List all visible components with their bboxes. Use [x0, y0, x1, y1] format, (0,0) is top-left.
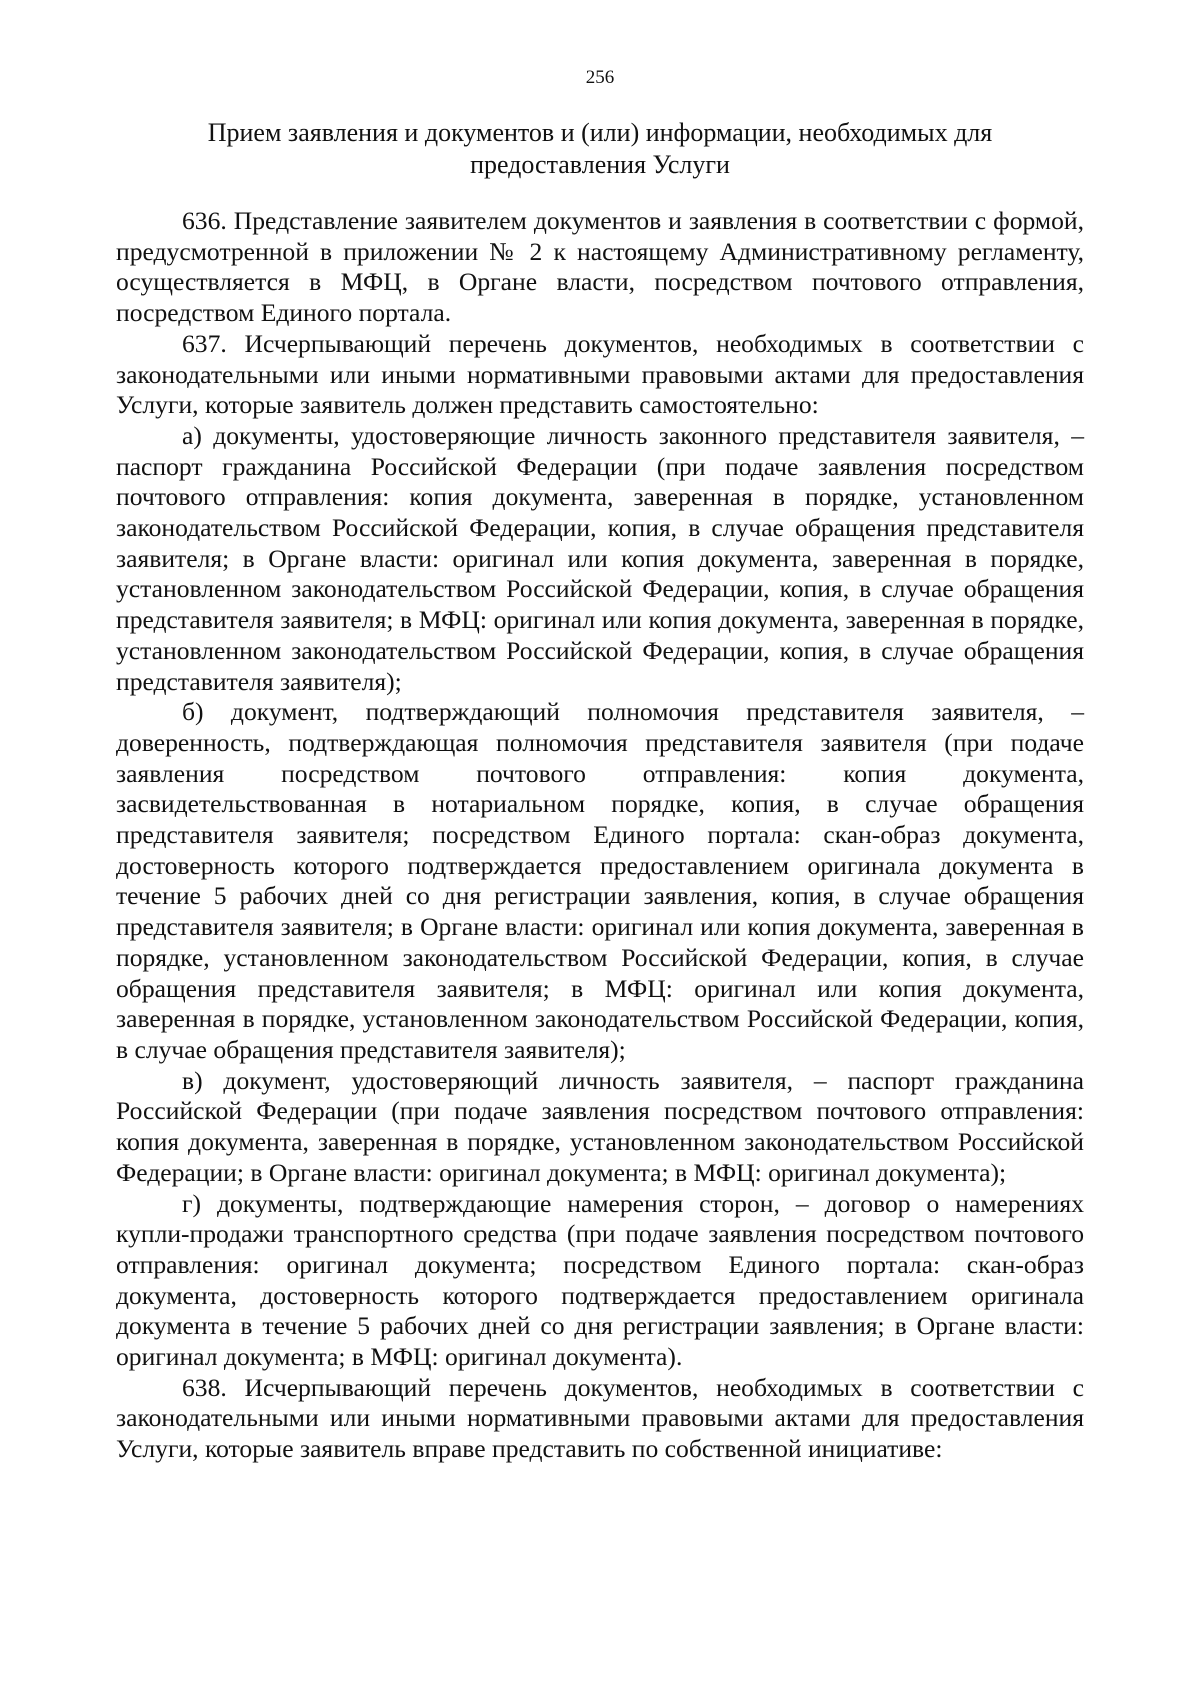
list-item-v: в) документ, удостоверяющий личность заявителя, – паспорт гражданина Российской Федерации (при подаче заявления посредством почтового отправления: копия документа, заверенная в порядке, установленном законодательством Российской Федерации; в Органе власти: оригинал документа; в МФЦ: оригинал документа);: [116, 1065, 1084, 1187]
document-body: [116, 206, 1084, 1465]
list-item-g: г) документы, подтверждающие намерения сторон, – договор о намерениях купли-продажи транспортного средства (при подаче заявления посредством почтового отправления: оригинал документа; посредством Единого портала: скан-образ документа, достоверность которого подтверждается предоставлением оригинала документа в течение 5 рабочих дней со дня регистрации заявления; в Органе власти: оригинал документа; в МФЦ: оригинал документа).: [116, 1188, 1084, 1372]
paragraph-636: 636. Представление заявителем документов и заявления в соответствии с формой, предусмотренной в приложении № 2 к настоящему Административному регламенту, осуществляется в МФЦ, в Органе власти, посредством почтового отправления, посредством Единого портала.: [116, 206, 1084, 328]
list-item-a: а) документы, удостоверяющие личность законного представителя заявителя, – паспорт гражданина Российской Федерации (при подаче заявления посредством почтового отправления: копия документа, заверенная в порядке, установленном законодательством Российской Федерации, копия, в случае обращения представителя заявителя; в Органе власти: оригинал или копия документа, заверенная в порядке, установленном законодательством Российской Федерации, копия, в случае обращения представителя заявителя; в МФЦ: оригинал или копия документа, заверенная в порядке, установленном законодательством Российской Федерации, копия, в случае обращения представителя заявителя);: [116, 420, 1084, 696]
section-heading: Прием заявления и документов и (или) информации, необходимых для предоставления Услуги: [207, 118, 993, 179]
list-item-b: б) документ, подтверждающий полномочия представителя заявителя, – доверенность, подтверждающая полномочия представителя заявителя (при подаче заявления посредством почтового отправления: копия документа, засвидетельствованная в нотариальном порядке, копия, в случае обращения представителя заявителя; посредством Единого портала: скан-образ документа, достоверность которого подтверждается предоставлением оригинала документа в течение 5 рабочих дней со дня регистрации заявления, копия, в случае обращения представителя заявителя; в Органе власти: оригинал или копия документа, заверенная в порядке, установленном законодательством Российской Федерации, копия, в случае обращения представителя заявителя; в МФЦ: оригинал или копия документа, заверенная в порядке, установленном законодательством Российской Федерации, копия, в случае обращения представителя заявителя);: [116, 697, 1084, 1064]
paragraph-638: 638. Исчерпывающий перечень документов, необходимых в соответствии с законодательными или иными нормативными правовыми актами для предоставления Услуги, которые заявитель вправе представить по собственной инициативе:: [116, 1372, 1084, 1464]
paragraph-637: 637. Исчерпывающий перечень документов, необходимых в соответствии с законодательными или иными нормативными правовыми актами для предоставления Услуги, которые заявитель должен представить самостоятельно:: [116, 328, 1084, 420]
page-number: 256: [585, 67, 615, 88]
